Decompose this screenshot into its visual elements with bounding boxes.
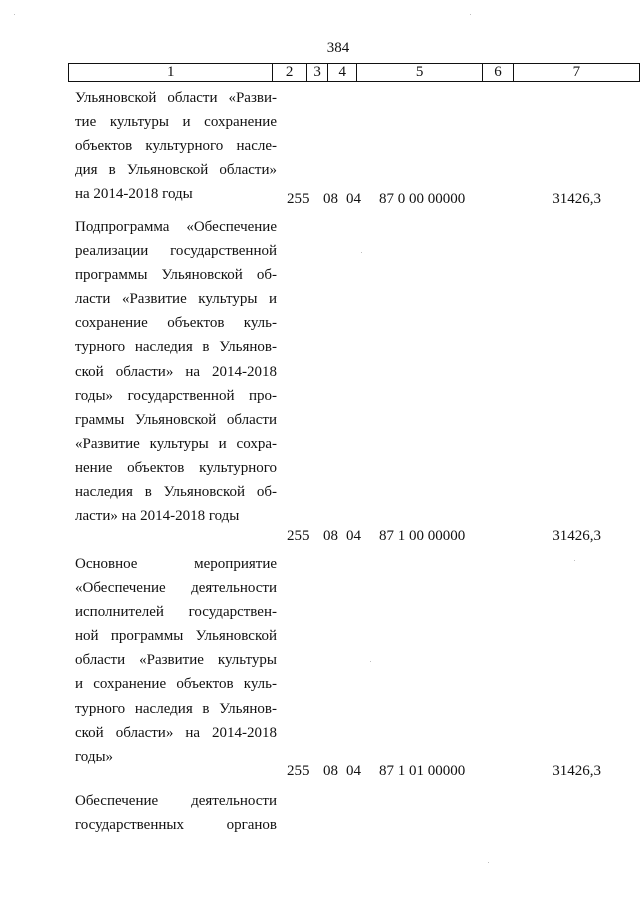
- description-line: Обеспечение деятельности: [75, 793, 277, 809]
- description-line: на 2014-2018 годы: [75, 186, 193, 203]
- scan-speck: [470, 14, 471, 15]
- description-line: исполнителей государствен-: [75, 604, 277, 621]
- column-header-6: 6: [483, 64, 513, 82]
- description-line: «Обеспечение деятельности: [75, 580, 277, 597]
- entry-program-codes: [0, 191, 640, 211]
- column-header-4: 4: [328, 64, 357, 82]
- description-line: ской области» на 2014-2018: [75, 363, 277, 380]
- scan-speck: [488, 862, 489, 863]
- entry-main-activity-description: [75, 552, 277, 769]
- column-header-row: [69, 64, 640, 82]
- section-code: 08: [323, 528, 338, 544]
- description-line: реализации государственной: [75, 243, 277, 260]
- description-line: дия в Ульяновской области»: [75, 162, 277, 179]
- description-line: тие культуры и сохранение: [75, 114, 277, 131]
- amount-value: 31426,3: [552, 763, 601, 779]
- entry-program-description: [75, 86, 277, 206]
- description-line: турного наследия в Ульянов-: [75, 700, 277, 717]
- target-article-code: 87 1 01 00000: [379, 763, 466, 779]
- entry-main-activity-codes: [0, 763, 640, 783]
- column-header-table: [68, 63, 640, 82]
- description-line: граммы Ульяновской области: [75, 411, 277, 428]
- description-line: объектов культурного насле-: [75, 138, 277, 155]
- description-line: ной программы Ульяновской: [75, 628, 277, 645]
- description-line: программы Ульяновской об-: [75, 267, 277, 284]
- description-line: ской области» на 2014-2018: [75, 724, 277, 741]
- description-line: ласти «Развитие культуры и: [75, 291, 277, 308]
- column-header-1: 1: [69, 64, 273, 82]
- description-line: «Развитие культуры и сохра-: [75, 435, 277, 452]
- description-line: государственных органов: [75, 817, 277, 834]
- page-number: 384: [326, 40, 350, 56]
- section-code: 08: [323, 763, 338, 779]
- scan-speck: [370, 661, 371, 662]
- description-line: турного наследия в Ульянов-: [75, 339, 277, 356]
- description-line: и сохранение объектов куль-: [75, 676, 277, 693]
- entry-subprogram-description: [75, 215, 277, 528]
- description-line: нение объектов культурного: [75, 459, 277, 476]
- scan-speck: [14, 14, 15, 15]
- section-code: 08: [323, 191, 338, 207]
- grbs-code: 255: [287, 763, 310, 779]
- grbs-code: 255: [287, 191, 310, 207]
- column-header-7: 7: [513, 64, 639, 82]
- subsection-code: 04: [346, 191, 361, 207]
- column-header-5: 5: [357, 64, 483, 82]
- description-line: Ульяновской области «Разви-: [75, 90, 277, 106]
- scan-speck: [361, 252, 362, 253]
- description-line: ласти» на 2014-2018 годы: [75, 508, 240, 525]
- entry-continuation-description: [75, 789, 277, 837]
- amount-value: 31426,3: [552, 191, 601, 207]
- column-header-3: 3: [306, 64, 328, 82]
- description-line: сохранение объектов куль-: [75, 315, 277, 332]
- scan-speck: [574, 560, 575, 561]
- amount-value: 31426,3: [552, 528, 601, 544]
- target-article-code: 87 0 00 00000: [379, 191, 466, 207]
- column-header-2: 2: [273, 64, 306, 82]
- entry-subprogram-codes: [0, 528, 640, 548]
- description-line: Основное мероприятие: [75, 556, 277, 572]
- description-line: области «Развитие культуры: [75, 652, 277, 669]
- description-line: наследия в Ульяновской об-: [75, 484, 277, 501]
- target-article-code: 87 1 00 00000: [379, 528, 466, 544]
- subsection-code: 04: [346, 528, 361, 544]
- description-line: годы»: [75, 748, 114, 765]
- grbs-code: 255: [287, 528, 310, 544]
- description-line: годы» государственной про-: [75, 387, 277, 404]
- subsection-code: 04: [346, 763, 361, 779]
- description-line: Подпрограмма «Обеспечение: [75, 219, 277, 235]
